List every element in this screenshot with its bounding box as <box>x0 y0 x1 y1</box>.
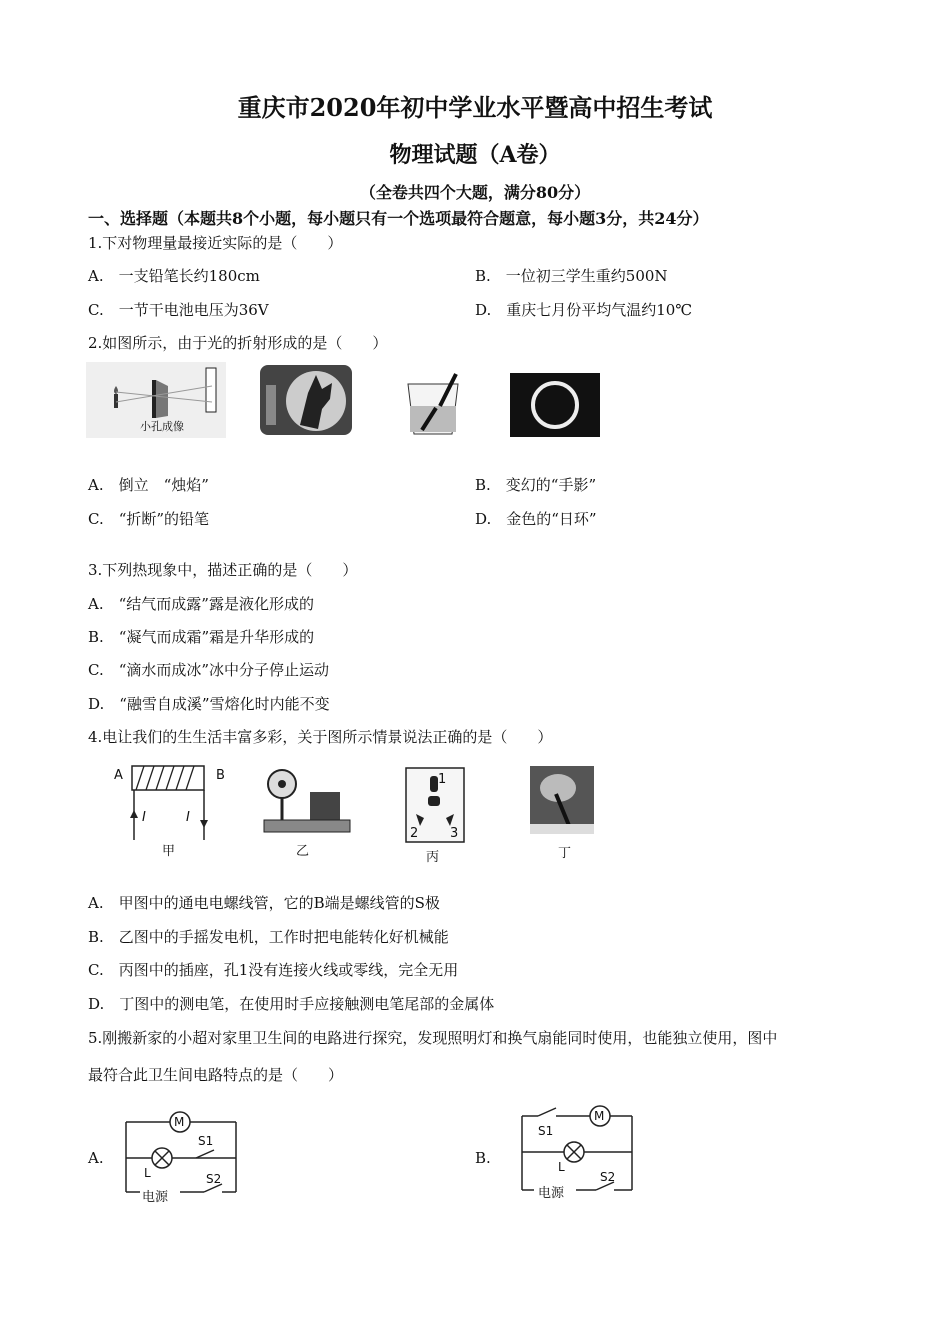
question-3-option-a: A. “结气而成露”露是液化形成的 <box>88 595 314 613</box>
eclipse-ring-illustration <box>510 373 600 437</box>
paper-note: （全卷共四个大题，满分80分） <box>359 183 591 202</box>
question-4-stem: 4.电让我们的生生活丰富多彩，关于图所示情景说法正确的是（ ） <box>88 728 553 746</box>
question-5-option-b: B. <box>475 1149 491 1167</box>
question-2-option-c: C. “折断”的铅笔 <box>88 510 210 528</box>
question-5-stem-line2: 最符合此卫生间电路特点的是（ ） <box>88 1066 344 1084</box>
circuit-b-figure <box>514 1102 638 1206</box>
figure-ding-label: 丁 <box>558 846 572 861</box>
circuit-a-switch-1: S1 <box>198 1134 214 1148</box>
question-4-option-d: D. 丁图中的测电笔，在使用时手应接触测电笔尾部的金属体 <box>88 995 495 1013</box>
current-label-left: I <box>142 810 146 825</box>
question-2-stem: 2.如图所示，由于光的折射形成的是（ ） <box>88 334 388 352</box>
current-label-right: I <box>186 810 190 825</box>
solenoid-figure <box>108 760 228 860</box>
question-1-option-b: B. 一位初三学生重约500N <box>475 267 668 285</box>
socket-hole-2: 2 <box>410 826 419 841</box>
pinhole-imaging-figure <box>86 362 226 438</box>
circuit-b-diagram <box>514 1102 638 1206</box>
circuit-a-figure <box>118 1106 242 1206</box>
question-3-option-d: D. “融雪自成溪”雪熔化时内能不变 <box>88 695 330 713</box>
broken-pencil-illustration <box>400 372 466 438</box>
question-3-option-c: C. “滴水而成冰”冰中分子停止运动 <box>88 661 330 679</box>
circuit-b-switch-1: S1 <box>538 1124 554 1138</box>
socket-hole-3: 3 <box>450 826 459 841</box>
question-4-option-b: B. 乙图中的手摇发电机，工作时把电能转化好机械能 <box>88 928 449 946</box>
question-5-option-a: A. <box>88 1149 104 1167</box>
question-4-option-a: A. 甲图中的通电电螺线管，它的B端是螺线管的S极 <box>88 894 440 912</box>
socket-figure <box>404 766 466 865</box>
hand-shadow-illustration <box>260 365 352 435</box>
question-2-option-d: D. 金色的“日环” <box>475 510 597 528</box>
figure-jia-label: 甲 <box>162 844 176 859</box>
figure-yi-label: 乙 <box>296 844 310 859</box>
circuit-a-motor: M <box>174 1115 185 1129</box>
question-2-option-a: A. 倒立 “烛焰” <box>88 476 209 494</box>
circuit-b-motor: M <box>594 1109 605 1123</box>
socket-hole-1: 1 <box>438 772 447 787</box>
paper-subtitle: 物理试题（A卷） <box>389 142 561 168</box>
hand-shadow-figure <box>260 365 352 435</box>
question-5-stem-line1: 5.刚搬新家的小超对家里卫生间的电路进行探究，发现照明灯和换气扇能同时使用，也能独立使用，图中 <box>88 1029 778 1047</box>
section-heading: 一、选择题（本题共8个小题，每小题只有一个选项最符合题意，每小题3分，共24分） <box>88 209 709 228</box>
question-4-option-c: C. 丙图中的插座，孔1没有连接火线或零线，完全无用 <box>88 961 459 979</box>
test-pen-figure <box>530 766 594 860</box>
pinhole-label: 小孔成像 <box>140 420 184 433</box>
question-1-stem: 1.下对物理量最接近实际的是（ ） <box>88 234 343 252</box>
question-3-stem: 3.下列热现象中，描述正确的是（ ） <box>88 561 358 579</box>
exam-title: 重庆市2020年初中学业水平暨高中招生考试 <box>237 93 713 122</box>
circuit-b-power: 电源 <box>538 1186 565 1201</box>
figure-bing-label: 丙 <box>426 850 440 865</box>
hand-crank-generator-figure <box>256 764 356 860</box>
question-3-option-b: B. “凝气而成霜”霜是升华形成的 <box>88 628 315 646</box>
test-pen-illustration <box>530 766 594 842</box>
question-1-option-c: C. 一节干电池电压为36V <box>88 301 269 319</box>
question-1-option-d: D. 重庆七月份平均气温约10℃ <box>475 301 693 319</box>
question-1-option-a: A. 一支铅笔长约180cm <box>88 267 260 285</box>
solenoid-end-b: B <box>216 768 225 783</box>
circuit-a-lamp: L <box>144 1166 151 1180</box>
circuit-a-switch-2: S2 <box>206 1172 222 1186</box>
circuit-b-switch-2: S2 <box>600 1170 616 1184</box>
circuit-a-power: 电源 <box>142 1190 169 1205</box>
solenoid-end-a: A <box>114 768 123 783</box>
annular-eclipse-figure <box>510 373 600 437</box>
question-2-option-b: B. 变幻的“手影” <box>475 476 597 494</box>
broken-pencil-figure <box>400 372 466 438</box>
circuit-b-lamp: L <box>558 1160 565 1174</box>
